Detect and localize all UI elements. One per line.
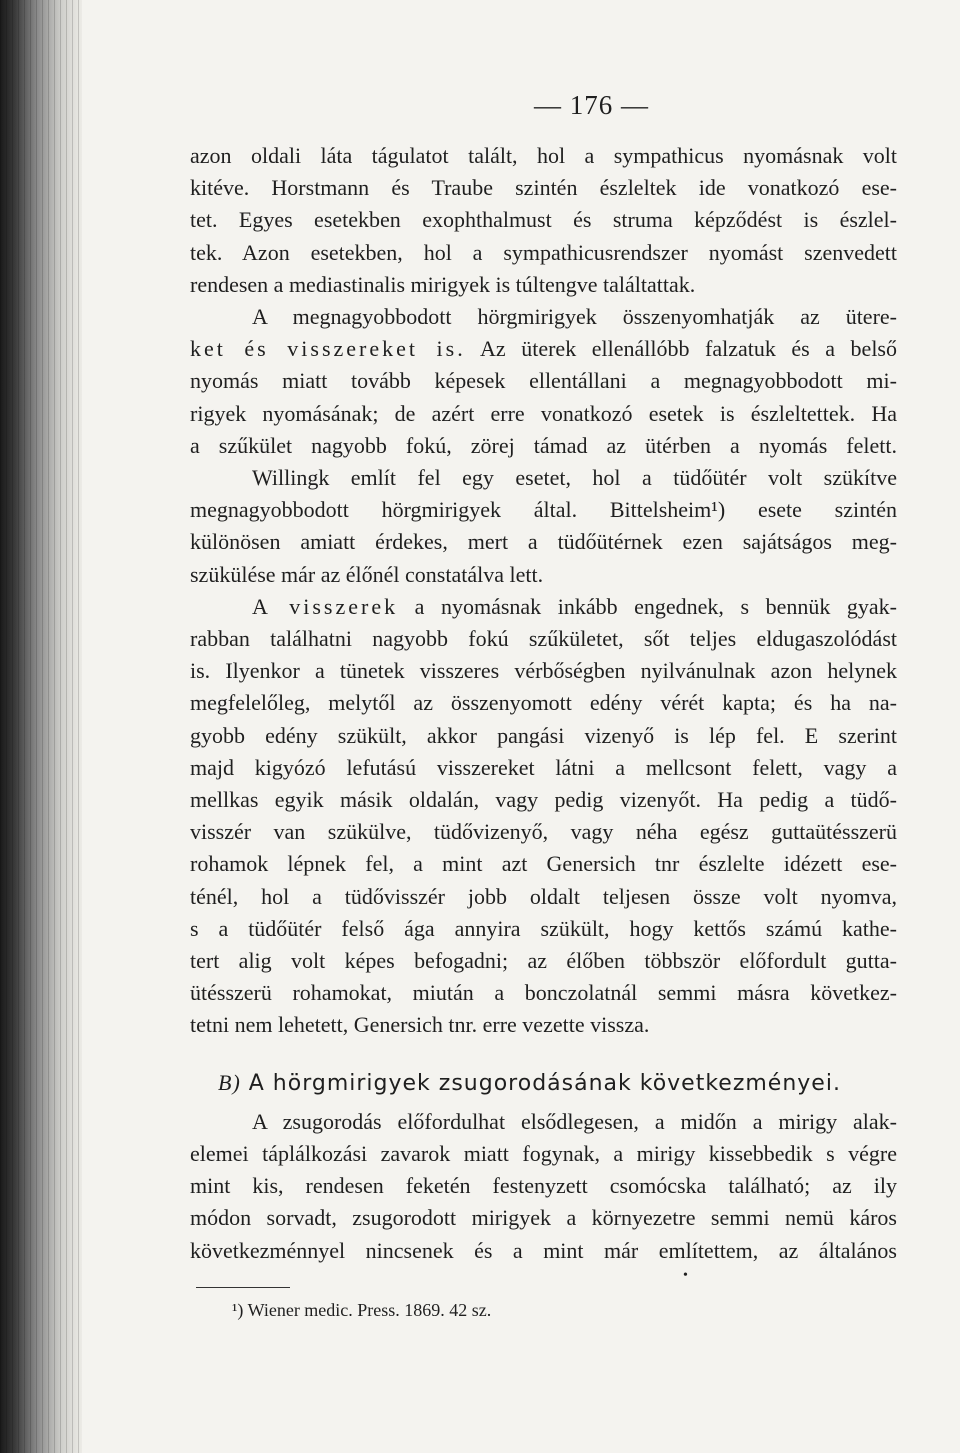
footnote-divider [196, 1287, 290, 1288]
text-line: majd kigyózó lefutású visszereket látni a mellcsont felett, vagy a [190, 754, 897, 780]
text-line: következménnyel nincsenek és a mint már említettem, az általános [190, 1237, 897, 1263]
text-line: rendesen a mediastinalis mirigyek is túltengve találtattak. [190, 271, 696, 297]
spaced-emphasis: A visszerek [252, 593, 399, 619]
page-number: — 176 — [534, 90, 649, 120]
text-line [190, 591, 897, 623]
section-heading [190, 1070, 897, 1096]
paragraph-4 [190, 1106, 897, 1267]
text-line: A zsugorodás előfordulhat elsődlegesen, a midőn a mirigy alak- [252, 1108, 897, 1134]
text-line: azon oldali láta tágulatot talált, hol a sympathicus nyomásnak volt [190, 143, 897, 168]
text-line: tek. Azon esetekben, hol a sympathicusrendszer nyomást szenvedett [190, 239, 897, 265]
text-line: tetni nem lehetett, Genersich tnr. erre vezette vissza. [190, 1012, 650, 1038]
text-line: rigyek nyomásának; de azért erre vonatkozó esetek is észleltettek. Ha [190, 400, 897, 426]
book-page [190, 90, 897, 1321]
text-line: megnagyobbodott hörgmirigyek által. Bittelsheim¹) esete szintén [190, 497, 897, 523]
text-line: tert alig volt képes befogadni; az élőben többször előfordult gutta- [190, 948, 897, 974]
section-label: B) [218, 1069, 241, 1095]
text-line: módon sorvadt, zsugorodott mirigyek a környezetre semmi nemü káros [190, 1205, 897, 1231]
text-line: megfelelőleg, melytől az összenyomott edény vérét kapta; és ha na- [190, 690, 897, 716]
footnote: ¹) Wiener medic. Press. 1869. 42 sz. [232, 1299, 492, 1320]
text-line: is. Ilyenkor a tünetek visszeres vérbőségben nyilvánulnak azon helynek [190, 658, 897, 684]
text-line: szükülése már az élőnél constatálva lett. [190, 561, 544, 587]
text-line: mellkas egyik másik oldalán, vagy pedig vizenyőt. Ha pedig a tüdő- [190, 787, 897, 813]
paragraph-3 [190, 591, 897, 1042]
text-line: különösen amiatt érdekes, mert a tüdőütérnek ezen sajátságos meg- [190, 529, 897, 555]
text-line: kitéve. Horstmann és Traube szintén észleltek ide vonatkozó ese- [190, 175, 897, 201]
text-line: rabban találhatni nagyobb fokú szűkületet, sőt teljes eldugaszolódást [190, 626, 897, 652]
text-line: A megnagyobbodott hörgmirigyek összenyomhatják az ütere- [252, 304, 897, 330]
text-line: gyobb edény szükült, akkor pangási vizenyő is lép fel. E szerint [190, 722, 897, 748]
print-mark: • [683, 1268, 688, 1283]
text-line: rohamok lépnek fel, a mint azt Genersich tnr észlelte idézett ese- [190, 851, 897, 877]
paragraph-2 [190, 301, 897, 591]
text-line: mint kis, rendesen feketén festenyzett csomócska található; az ily [190, 1173, 897, 1199]
text-line: ténél, hol a tüdővisszér jobb oldalt teljesen össze volt nyomva, [190, 883, 897, 909]
text-line: nyomás miatt tovább képesek ellentállani a megnagyobbodott mi- [190, 368, 897, 394]
spaced-emphasis: ket és visszereket is. [190, 336, 466, 362]
text-line: a szűkület nagyobb fokú, zörej támad az ütérben a nyomás felett. [190, 432, 897, 458]
text-line: tet. Egyes esetekben exophthalmust és struma képződést is észlel- [190, 207, 897, 233]
text-line: ütésszerü rohamokat, miután a bonczolatnál semmi másra következ- [190, 980, 897, 1006]
text-line [190, 333, 897, 365]
text-run: a nyomásnak inkább engednek, s bennük gyak- [398, 593, 898, 619]
section-title: A hörgmirigyek zsugorodásának következményei. [248, 1070, 841, 1096]
text-line: Willingk említ fel egy esetet, hol a tüdőütér volt szükítve [252, 465, 897, 491]
text-line: elemei táplálkozási zavarok miatt fogynak, a mirigy kissebbedik s végre [190, 1140, 897, 1166]
text-run: Az üterek ellenállóbb falzatuk és a belső [465, 336, 897, 362]
page-edges [0, 0, 82, 1453]
text-line: s a tüdőütér felső ága annyira szükült, hogy kettős számú kathe- [190, 915, 897, 941]
text-line: visszér van szükülve, tüdővizenyő, vagy néha egész guttaütésszerü [190, 819, 897, 845]
paragraph-1 [190, 140, 897, 301]
